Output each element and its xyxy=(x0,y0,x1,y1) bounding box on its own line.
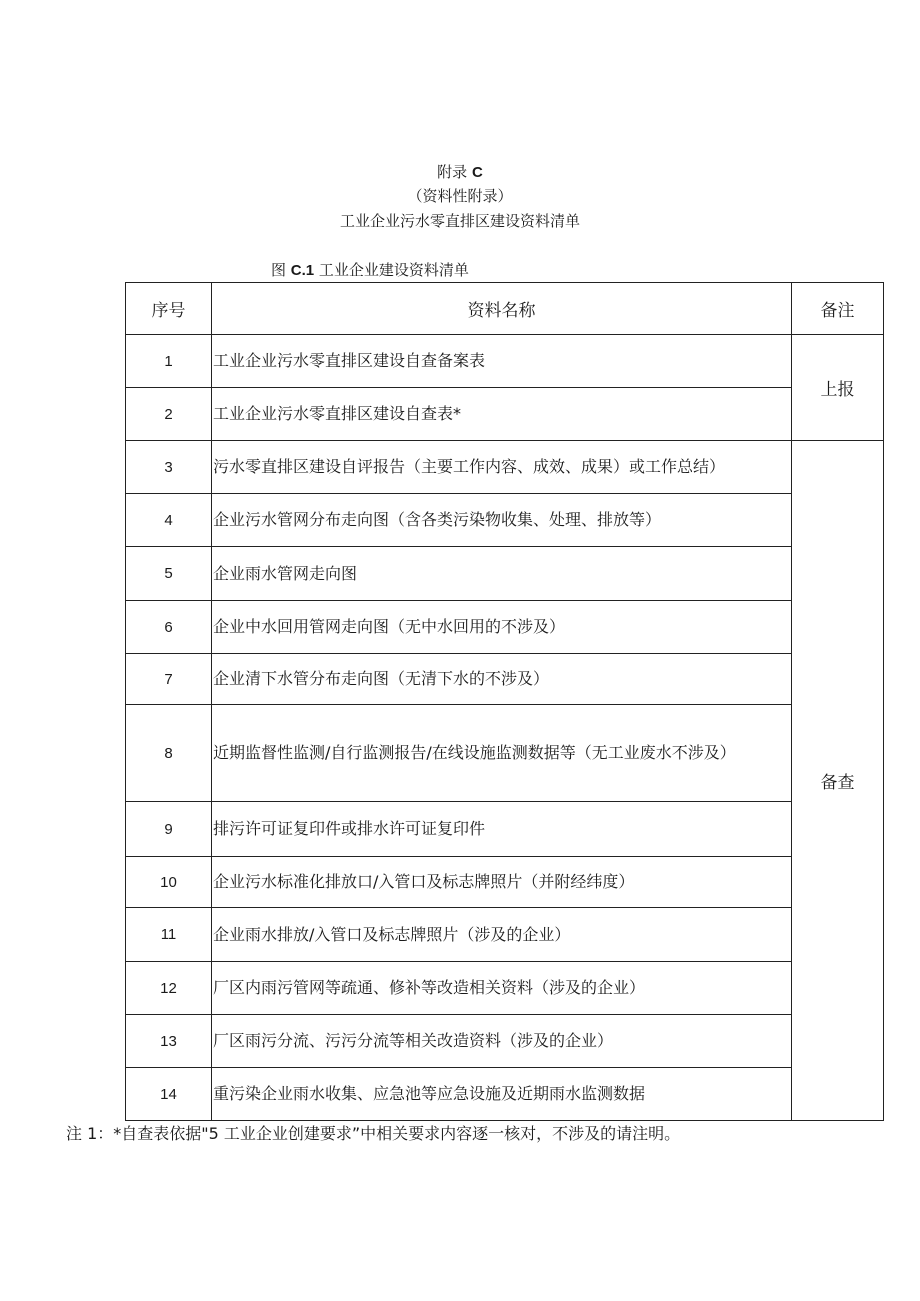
caption-number: C.1 xyxy=(290,262,315,279)
appendix-letter: C xyxy=(471,164,483,181)
caption-title: 工业企业建设资料清单 xyxy=(318,261,469,279)
row-index: 11 xyxy=(126,908,212,962)
table-row xyxy=(126,962,884,1015)
row-name: 排污许可证复印件或排水许可证复印件 xyxy=(212,802,792,857)
remark-archive: 备查 xyxy=(792,441,884,1121)
table-row xyxy=(126,1015,884,1068)
caption-prefix: 图 xyxy=(271,261,287,279)
table-row xyxy=(126,908,884,962)
row-index: 2 xyxy=(126,388,212,441)
table-row xyxy=(126,857,884,908)
header-index: 序号 xyxy=(126,283,212,335)
row-index: 13 xyxy=(126,1015,212,1068)
row-index: 1 xyxy=(126,335,212,388)
row-index: 4 xyxy=(126,494,212,547)
row-name: 近期监督性监测/自行监测报告/在线设施监测数据等（无工业废水不涉及） xyxy=(212,705,792,802)
row-index: 12 xyxy=(126,962,212,1015)
row-index: 3 xyxy=(126,441,212,494)
remark-report: 上报 xyxy=(792,335,884,441)
table-row xyxy=(126,335,884,388)
table-row xyxy=(126,802,884,857)
row-index: 8 xyxy=(126,705,212,802)
row-index: 6 xyxy=(126,601,212,654)
row-name: 企业雨水排放/入管口及标志牌照片（涉及的企业） xyxy=(212,908,792,962)
document-title: 工业企业污水零直排区建设资料清单 xyxy=(339,212,580,230)
row-name: 企业污水标准化排放口/入管口及标志牌照片（并附经纬度） xyxy=(212,857,792,908)
table-header-row xyxy=(126,283,884,335)
table-row xyxy=(126,1068,884,1121)
table-row xyxy=(126,388,884,441)
row-index: 5 xyxy=(126,547,212,601)
header-name: 资料名称 xyxy=(212,283,792,335)
row-index: 10 xyxy=(126,857,212,908)
figure-caption xyxy=(271,261,469,280)
appendix-type: （资料性附录） xyxy=(407,187,513,205)
row-name: 重污染企业雨水收集、应急池等应急设施及近期雨水监测数据 xyxy=(212,1068,792,1121)
row-name: 厂区雨污分流、污污分流等相关改造资料（涉及的企业） xyxy=(212,1015,792,1068)
row-name: 工业企业污水零直排区建设自查表* xyxy=(212,388,792,441)
row-name: 企业中水回用管网走向图（无中水回用的不涉及） xyxy=(212,601,792,654)
table-row xyxy=(126,494,884,547)
row-name: 厂区内雨污管网等疏通、修补等改造相关资料（涉及的企业） xyxy=(212,962,792,1015)
row-index: 7 xyxy=(126,654,212,705)
row-name: 污水零直排区建设自评报告（主要工作内容、成效、成果）或工作总结） xyxy=(212,441,792,494)
appendix-label: 附录 xyxy=(437,163,468,181)
header-remark: 备注 xyxy=(792,283,884,335)
table-row xyxy=(126,654,884,705)
row-name: 企业污水管网分布走向图（含各类污染物收集、处理、排放等） xyxy=(212,494,792,547)
footnote: 注 1：*自查表依据"5 工业企业创建要求”中相关要求内容逐一核对，不涉及的请注明。 xyxy=(66,1124,681,1143)
row-name: 工业企业污水零直排区建设自查备案表 xyxy=(212,335,792,388)
appendix-heading xyxy=(0,163,920,182)
row-index: 9 xyxy=(126,802,212,857)
row-index: 14 xyxy=(126,1068,212,1121)
table-row xyxy=(126,441,884,494)
row-name: 企业清下水管分布走向图（无清下水的不涉及） xyxy=(212,654,792,705)
row-name: 企业雨水管网走向图 xyxy=(212,547,792,601)
materials-table xyxy=(125,282,884,1121)
table-row xyxy=(126,601,884,654)
table-row xyxy=(126,705,884,802)
table-row xyxy=(126,547,884,601)
